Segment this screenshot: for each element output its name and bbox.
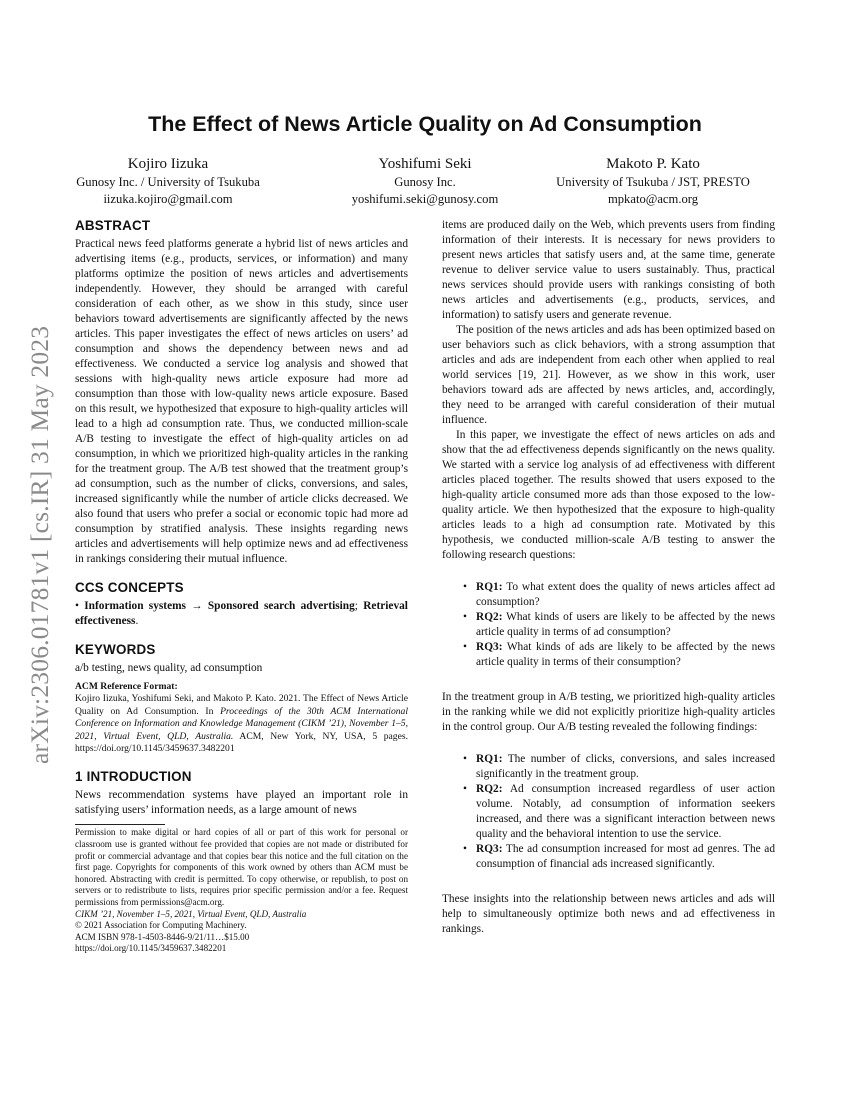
doi-link[interactable]: https://doi.org/10.1145/3459637.3482201 [75,943,227,954]
ccs-concept-c: Retrieval effectiveness [75,600,408,627]
paper-title: The Effect of News Article Quality on Ad Consumption [148,112,702,136]
author-affiliation: Gunosy Inc. / University of Tsukuba [76,175,260,189]
author-name: Makoto P. Kato [606,156,700,172]
ccs-heading: CCS CONCEPTS [75,580,184,595]
author-email[interactable]: mpkato@acm.org [607,192,699,206]
intro-paragraph-5: These insights into the relationship between news articles and ads will help to simultaneously optimize both news and ad effectiveness in rankings. [442,893,775,935]
footnote-rule [75,824,165,825]
reference-heading: ACM Reference Format: [75,681,178,692]
author-affiliation: University of Tsukuba / JST, PRESTO [556,175,750,189]
intro-paragraph-3: In this paper, we investigate the effect of news articles on ads and show that the ad effectiveness depends significantly on the news quality. We started with a service log analysis of ad effectiveness with different articles placed together. The results showed that users exposed to the high-quality article consumed more ads than those exposed to the low-quality article. We then hypothesized that the exposure to high-quality articles leads to a high ad consumption rate. Motivated by this hypothesis, we conducted million-scale A/B testing to answer the following research questions: [442,429,775,561]
list-item: • RQ1: To what extent does the quality of news articles affect ad consumption? [476,580,775,610]
keywords-text: a/b testing, news quality, ad consumption [75,662,263,674]
author-3 [523,155,783,208]
author-1 [38,155,298,208]
reference-venue: Proceedings of the 30th ACM International Conference on Information and Knowledge Management (CIKM ’21), November 1–5, 2021, Virtual Event, QLD, Australia. [75,705,408,742]
list-item: • RQ2: What kinds of users are likely to be affected by the news article quality in terms of ad consumption? [476,610,775,640]
ccs-end: . [135,615,139,627]
list-item: • RQ1: The number of clicks, conversions, and sales increased significantly in the treatment group. [476,752,775,782]
author-name: Yoshifumi Seki [378,156,472,172]
abstract-heading: ABSTRACT [75,218,151,233]
permission-notice: Permission to make digital or hard copies of all or part of this work for personal or classroom use is granted without fee provided that copies are not made or distributed for profit or commercial advantage and that copies bear this notice and the full citation on the first page. Copyrights for components of this work owned by others than ACM must be honored. Abstracting with credit is permitted. To copy otherwise, or republish, to post on servers or to redistribute to lists, requires prior specific permission and/or a fee. Request permissions from permissions@acm.org. [75,827,408,907]
keywords-heading: KEYWORDS [75,642,156,657]
author-2 [295,155,555,208]
ccs-bullet: • [75,600,79,612]
author-email[interactable]: iizuka.kojiro@gmail.com [103,192,233,206]
author-email[interactable]: yoshifumi.seki@gunosy.com [351,192,499,206]
intro-heading: 1 INTRODUCTION [75,769,192,785]
author-affiliation: Gunosy Inc. [394,175,456,189]
findings [442,752,775,872]
right-column [442,218,775,937]
conference-info: CIKM ’21, November 1–5, 2021, Virtual Event, QLD, Australia [75,908,307,919]
research-questions [442,580,775,670]
reference-text: Kojiro Iizuka, Yoshifumi Seki, and Makoto P. Kato. 2021. The Effect of News Article Quality on Ad Consumption. In Proceedings of the 30th ACM International Conference on Information and Knowledge Management (CIKM ’21), November 1–5, 2021, Virtual Event, QLD, Australia. ACM, New York, NY, USA, 5 pages. https://doi.org/10.1145/3459637.3482201 [75,693,408,755]
abstract-text: Practical news feed platforms generate a hybrid list of news articles and advertising items (e.g., products, services, or information) and many platforms optimize the position of news articles and advertisements independently. However, they should be arranged with careful consideration of each other, as we show in this study, since user behaviors toward advertisements are significantly affected by the news articles. This paper investigates the effect of news articles on users’ ad consumption and shows the dependency between news and ad effectiveness. We conducted a service log analysis and showed that sessions with high-quality news article exposure had more ad consumption than those with low-quality news article exposure. Based on this result, we hypothesized that exposure to high-quality articles will lead to a high ad consumption rate. Thus, we conducted million-scale A/B testing to investigate the effect of high-quality articles on ad consumption, in which we prioritized high-quality articles in the ranking for the treatment group. The A/B test showed that the treatment group’s ad consumption, such as the number of clicks, conversions, and sales, increased significantly while the number of article clicks decreased. We also found that users who prefer a social or economic topic had more ad consumption by stratified analysis. These insights regarding news articles and advertisements will help optimize news and ad effectiveness in rankings considering their mutual influence. [75,238,408,565]
list-item: • RQ3: The ad consumption increased for most ad genres. The ad consumption of financial ads increased significantly. [476,842,775,872]
list-item: • RQ2: Ad consumption increased regardless of user action volume. Notably, ad consumption of information seekers increased, and there was a significant interaction between news quality and the behavioral intention to use the service. [476,782,775,842]
intro-paragraph-2: The position of the news articles and ads has been optimized based on user behaviors such as click behaviors, with a strong assumption that articles and ads are independent from each other when applied to real world services [19, 21]. However, as we show in this work, user behaviors toward ads are affected by news articles, and, accordingly, they need to be arranged with careful consideration of their mutual influence. [442,324,775,426]
author-name: Kojiro Iizuka [127,156,209,172]
ccs-arrow: → [191,600,203,612]
reference-format [75,681,408,755]
intro-paragraph-1-end: items are produced daily on the Web, which prevents users from finding information of their interests. It is necessary for news providers to present news articles that satisfy users and, at the same time, generate revenue to deliver service value to users sustainably. Thus, practical news services should provide users with rankings consisting of both news articles and advertisements (e.g., products, services, and information) to satisfy users and generate revenue. [442,219,775,321]
intro-paragraph-1-start: News recommendation systems have played an important role in satisfying users’ information needs, as a large amount of news [75,789,408,817]
ccs-concepts [75,599,408,629]
ccs-separator: ; [354,600,358,612]
intro-paragraph-4: In the treatment group in A/B testing, we prioritized high-quality articles in the ranking while we did not explicitly prioritize high-quality articles in the control group. Our A/B testing revealed the following findings: [442,691,775,733]
isbn: ACM ISBN 978-1-4503-8446-9/21/11…$15.00 [75,931,250,942]
footnote [75,824,408,955]
copyright: © 2021 Association for Computing Machinery. [75,920,247,931]
ccs-concept-a: Information systems [84,600,186,612]
ccs-concept-b: Sponsored search advertising [207,600,355,612]
list-item: • RQ3: What kinds of ads are likely to be affected by the news article quality in terms of their consumption? [476,640,775,670]
left-column [75,218,408,955]
arxiv-stamp: arXiv:2306.01781v1 [cs.IR] 31 May 2023 [25,325,54,764]
